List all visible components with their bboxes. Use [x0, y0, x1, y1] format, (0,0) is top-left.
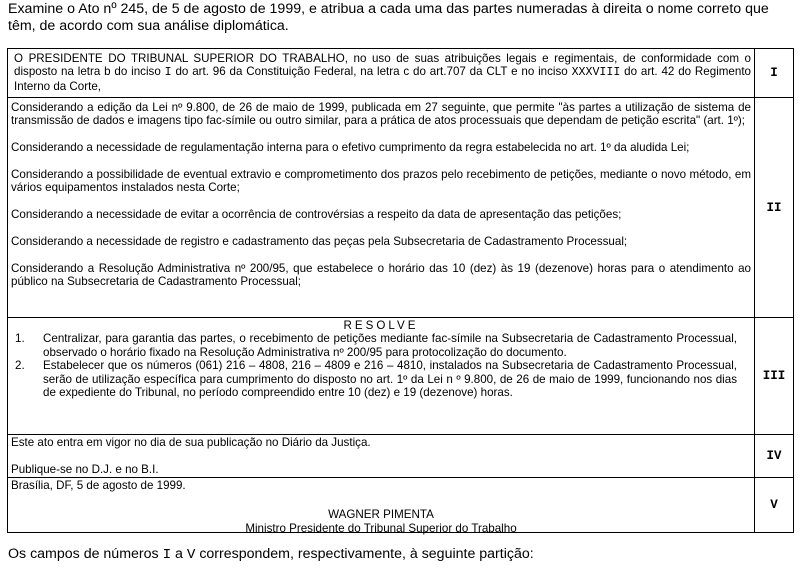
part-5-content: [8, 478, 755, 535]
prompt-text-b: a: [171, 546, 187, 562]
question-prompt: [8, 546, 794, 564]
roman-numeral-xxxviii: XXXVIII: [571, 66, 621, 80]
part-1-text-b: do art. 96 da Constituição Federal, na letra c do art.707 da CLT e no inciso: [171, 65, 572, 79]
question-intro: Examine o Ato nº 245, de 5 de agosto de 1999, e atribua a cada uma das partes numeradas à direita o nome correto que têm, de acordo com sua análise diplomática.: [8, 1, 769, 34]
prompt-text-a: Os campos de números: [8, 546, 163, 562]
resolve-item-1-number: 1.: [15, 332, 25, 346]
document-table: [7, 48, 794, 533]
part-label-i: I: [770, 66, 778, 80]
part-row-3: [8, 317, 793, 434]
part-label-iii: III: [762, 369, 786, 383]
considerando-2: Considerando a necessidade de regulamentação interna para o efetivo cumprimento da regra estabelecida no art. 1º da aludida Lei;: [11, 141, 690, 155]
resolve-item-1-text: Centralizar, para garantia das partes, o recebimento de petições mediante fac-símile na Subsecretaria de Cadastramento Processual, observado o horário fixado na Resolução Administrativa nº 200/95 para protocolização do documento.: [43, 332, 737, 359]
resolve-item-2-number: 2.: [15, 359, 25, 373]
considerando-6: Considerando a Resolução Administrativa nº 200/95, que estabelece o horário das 10 (dez) às 19 (dezenove) horas para o atendimento ao público na Subsecretaria de Cadastramento Processual;: [11, 261, 751, 289]
prompt-roman-i: I: [162, 547, 172, 563]
considerando-5: Considerando a necessidade de registro e cadastramento das peças pela Subsecretaria de Cadastramento Processual;: [11, 235, 628, 248]
resolve-item-2: [11, 359, 751, 399]
resolve-item-1: [11, 332, 751, 359]
vigencia-text: Este ato entra em vigor no dia de sua publicação no Diário da Justiça.: [11, 436, 371, 449]
considerando-3: Considerando a possibilidade de eventual extravio e comprometimento dos prazos pelo recebimento de petições, mediante o novo método, em vários equipamentos instalados nesta Corte;: [11, 168, 751, 195]
considerando-1: Considerando a edição da Lei nº 9.800, de 26 de maio de 1999, publicada em 27 seguinte, que permite "às partes a utilização de sistema de transmissão de dados e imagens tipo fac-símile ou outro similar, para a prática de atos processuais que dependam de petição escrita" (art. 1º);: [11, 101, 751, 128]
roman-numeral-i: I: [164, 66, 172, 80]
part-label-ii: II: [766, 200, 782, 215]
part-row-1: [8, 49, 793, 97]
part-1-text-c: do art. 42 do Regimento Interno da Corte,: [14, 65, 751, 93]
publique-se-text: Publique-se no D.J. e no B.I.: [11, 462, 159, 476]
signer-title: Ministro Presidente do Tribunal Superior do Trabalho: [245, 521, 517, 535]
part-label-iv: IV: [766, 449, 782, 463]
place-date: Brasília, DF, 5 de agosto de 1999.: [11, 479, 186, 492]
part-1-text-a: O PRESIDENTE DO TRIBUNAL SUPERIOR DO TRABALHO, no uso de suas atribuições legais e regimentais, de conformidade com o disposto na letra b do inciso: [14, 52, 751, 79]
part-1-content: [8, 49, 755, 97]
prompt-roman-v: V: [186, 547, 196, 563]
signer-name: WAGNER PIMENTA: [328, 508, 434, 522]
part-label-v: V: [770, 498, 778, 512]
part-row-5: [8, 477, 793, 535]
part-4-content: [8, 435, 755, 477]
resolve-item-2-text: Estabelecer que os números (061) 216 – 4808, 216 – 4809 e 216 – 4810, instalados na Subsecretaria de Cadastramento Processual, serão de utilização específica para cumprimento do disposto no art. 1º da Lei n º 9.800, de 26 de maio de 1999, funcionando nos dias de expediente do Tribunal, no período compreendido entre 10 (dez) e 19 (dezenove) horas.: [43, 359, 737, 400]
part-2-content: [8, 98, 755, 317]
part-row-2: [8, 97, 793, 317]
resolve-heading: RESOLVE: [343, 319, 419, 332]
part-3-content: [8, 318, 755, 434]
prompt-text-c: correspondem, respectivamente, à seguinte partição:: [195, 546, 534, 562]
considerando-4: Considerando a necessidade de evitar a ocorrência de controvérsias a respeito da data de apresentação das petições;: [11, 208, 622, 222]
part-row-4: [8, 434, 793, 477]
